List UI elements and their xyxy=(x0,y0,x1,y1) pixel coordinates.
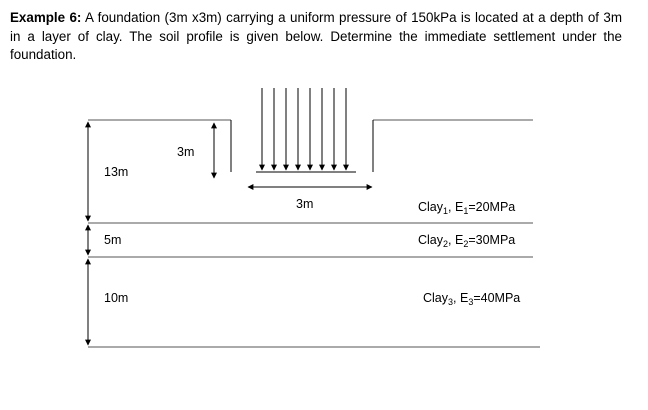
depth-label: 3m xyxy=(177,145,195,159)
layer-3-thickness-label: 10m xyxy=(104,291,129,305)
layer-3-modulus-value: =40MPa xyxy=(473,291,521,305)
layer-2-thickness-label: 5m xyxy=(104,233,122,247)
layer-3-name: Clay xyxy=(423,291,449,305)
layer-3-separator: , xyxy=(453,291,460,305)
problem-text: A foundation (3m x3m) carrying a uniform pressure of 150kPa is located at a depth of 3m in a layer of clay. The soil profile is given below. Determine the immediate settlement under the foundation. xyxy=(10,10,622,62)
layer-2-properties-label xyxy=(418,233,515,249)
layer-3-modulus-subscript: 3 xyxy=(468,297,474,307)
layer-2-name: Clay xyxy=(418,233,444,247)
layer-1-name: Clay xyxy=(418,200,444,214)
layer-2-modulus-symbol: E xyxy=(454,233,464,247)
layer-3-properties-label xyxy=(423,291,520,307)
layer-1-properties-label xyxy=(418,200,515,216)
layer-1-modulus-symbol: E xyxy=(454,200,464,214)
layer-3-modulus-symbol: E xyxy=(459,291,469,305)
layer-2-modulus-value: =30MPa xyxy=(468,233,516,247)
layer-2-separator: , xyxy=(448,233,455,247)
layer-1-separator: , xyxy=(448,200,455,214)
layer-3-name-subscript: 3 xyxy=(448,297,454,307)
layer-1-name-subscript: 1 xyxy=(443,206,449,216)
layer-1-modulus-subscript: 1 xyxy=(463,206,469,216)
layer-1-modulus-value: =20MPa xyxy=(468,200,516,214)
width-label: 3m xyxy=(296,197,314,211)
example-label: Example 6: xyxy=(10,10,82,25)
layer-1-thickness-label: 13m xyxy=(104,165,129,179)
layer-2-modulus-subscript: 2 xyxy=(463,239,469,249)
layer-2-name-subscript: 2 xyxy=(443,239,449,249)
pressure-arrows xyxy=(262,88,346,170)
